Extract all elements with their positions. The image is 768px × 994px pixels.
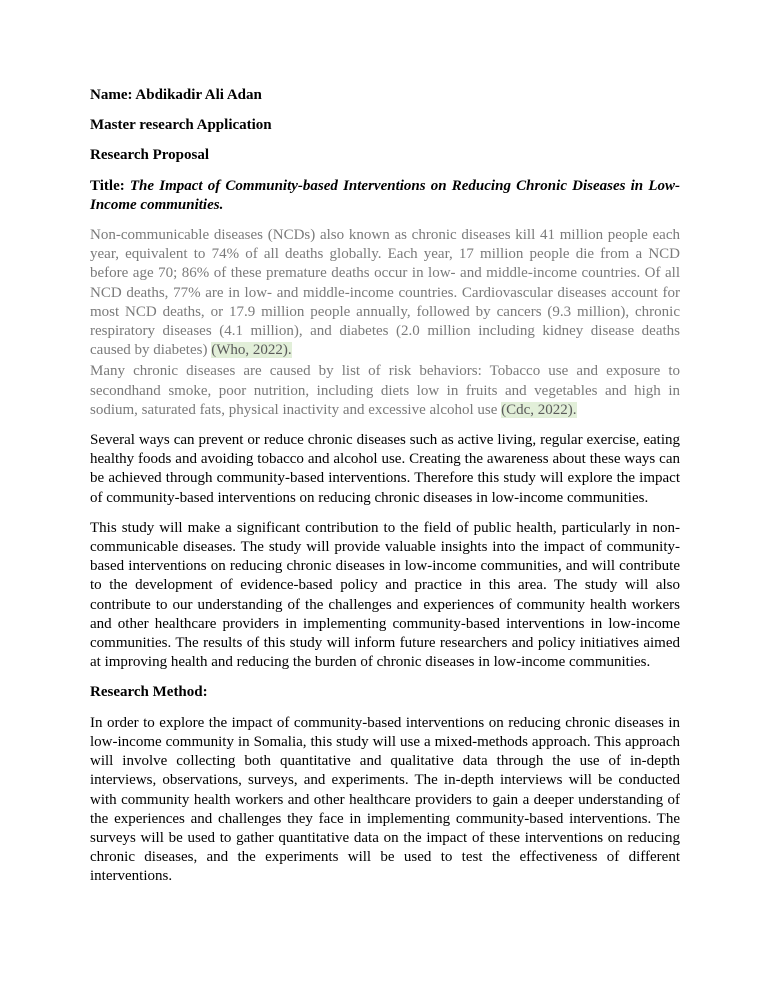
paragraph-prevention: Several ways can prevent or reduce chronic diseases such as active living, regular exercise, eating healthy foods and avoiding tobacco and alcohol use. Creating the awareness about these ways can be achieved through community-based interventions. Therefore this study will explore the impact of community-based interventions on reducing chronic diseases in low-income communities. <box>90 432 680 506</box>
title-label: Title: <box>90 177 125 194</box>
citation-who: (Who, 2022). <box>211 342 292 359</box>
paragraph-contribution: This study will make a significant contribution to the field of public health, particularly in non-communicable diseases. The study will provide valuable insights into the impact of community-based interventions on reducing chronic diseases in low-income communities, and will contribute to the development of evidence-based policy and practice in this area. The study will also contribute to our understanding of the challenges and experiences of community health workers and other healthcare providers in implementing community-based interventions in low-income communities. The results of this study will inform future researchers and policy initiatives aimed at improving health and reducing the burden of chronic diseases in low-income communities. <box>90 519 680 671</box>
paragraph-risk-behaviors <box>90 362 680 420</box>
application-type: Master research Application <box>90 117 272 134</box>
title-text: The Impact of Community-based Interventions on Reducing Chronic Diseases in Low-Income communities. <box>90 177 680 213</box>
paragraph-ncd-statistics <box>90 226 680 360</box>
paragraph-risk-behaviors-text: Many chronic diseases are caused by list of risk behaviors: Tobacco use and exposure to secondhand smoke, poor nutrition, including diets low in fruits and vegetables and high in sodium, saturated fats, physical inactivity and excessive alcohol use <box>90 363 680 418</box>
citation-cdc: (Cdc, 2022). <box>501 401 577 418</box>
paragraph-research-method: In order to explore the impact of community-based interventions on reducing chronic diseases in low-income community in Somalia, this study will use a mixed-methods approach. This approach will involve collecting both quantitative and qualitative data through the use of in-depth interviews, observations, surveys, and experiments. The in-depth interviews will be conducted with community health workers and other healthcare providers to gain a deeper understanding of the experiences and challenges they face in implementing community-based interventions. The surveys will be used to gather quantitative data on the impact of these interventions on reducing chronic diseases, and the experiments will be used to test the effectiveness of different interventions. <box>90 714 680 885</box>
document-page <box>90 86 680 898</box>
paragraph-ncd-statistics-text: Non-communicable diseases (NCDs) also known as chronic diseases kill 41 million people each year, equivalent to 74% of all deaths globally. Each year, 17 million people die from a NCD before age 70; 86% of these premature deaths occur in low- and middle-income countries. Of all NCD deaths, 77% are in low- and middle-income countries. Cardiovascular diseases account for most NCD deaths, or 17.9 million people annually, followed by cancers (9.3 million), chronic respiratory diseases (4.1 million), and diabetes (2.0 million including kidney disease deaths caused by diabetes) <box>90 227 680 359</box>
research-method-heading: Research Method: <box>90 684 208 701</box>
document-type: Research Proposal <box>90 147 210 164</box>
author-name: Name: Abdikadir Ali Adan <box>90 87 262 103</box>
document-title <box>90 177 680 215</box>
